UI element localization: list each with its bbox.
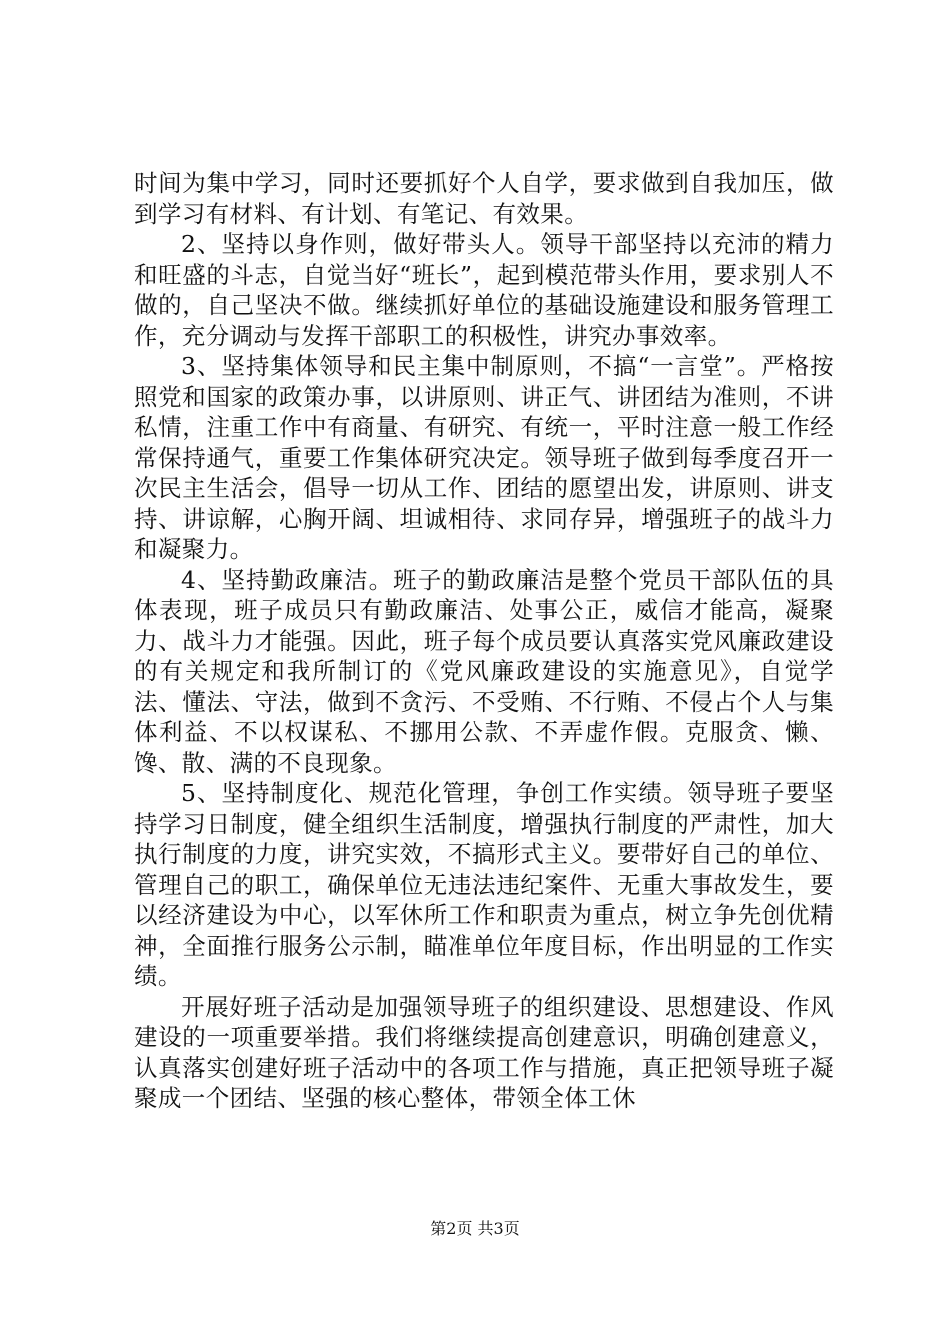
document-body: [134, 168, 834, 1114]
page-footer: [0, 1216, 950, 1239]
paragraph-item-2: 2、坚持以身作则，做好带头人。领导干部坚持以充沛的精力和旺盛的斗志，自觉当好“班长”，起到模范带头作用，要求别人不做的，自己坚决不做。继续抓好单位的基础设施建设和服务管理工作，充分调动与发挥干部职工的积极性，讲究办事效率。: [134, 230, 834, 350]
page-number: 第2页 共3页: [430, 1219, 520, 1238]
paragraph-item-3: 3、坚持集体领导和民主集中制原则，不搞“一言堂”。严格按照党和国家的政策办事，以讲原则、讲正气、讲团结为准则，不讲私情，注重工作中有商量、有研究、有统一，平时注意一般工作经常保持通气，重要工作集体研究决定。领导班子做到每季度召开一次民主生活会，倡导一切从工作、团结的愿望出发，讲原则、讲支持、讲谅解，心胸开阔、坦诚相待、求同存异，增强班子的战斗力和凝聚力。: [134, 352, 834, 563]
paragraph-item-5: 5、坚持制度化、规范化管理，争创工作实绩。领导班子要坚持学习日制度，健全组织生活制度，增强执行制度的严肃性，加大执行制度的力度，讲究实效，不搞形式主义。要带好自己的单位、管理自己的职工，确保单位无违法违纪案件、无重大事故发生，要以经济建设为中心，以军休所工作和职责为重点，树立争先创优精神，全面推行服务公示制，瞄准单位年度目标，作出明显的工作实绩。: [134, 779, 834, 990]
paragraph-conclusion: 开展好班子活动是加强领导班子的组织建设、思想建设、作风建设的一项重要举措。我们将继续提高创建意识，明确创建意义，认真落实创建好班子活动中的各项工作与措施，真正把领导班子凝聚成一个团结、坚强的核心整体，带领全体工休: [134, 992, 834, 1112]
paragraph-item-4: 4、坚持勤政廉洁。班子的勤政廉洁是整个党员干部队伍的具体表现，班子成员只有勤政廉洁、处事公正，威信才能高，凝聚力、战斗力才能强。因此，班子每个成员要认真落实党风廉政建设的有关规定和我所制订的《党风廉政建设的实施意见》，自觉学法、懂法、守法，做到不贪污、不受贿、不行贿、不侵占个人与集体利益、不以权谋私、不挪用公款、不弄虚作假。克服贪、懒、馋、散、满的不良现象。: [134, 565, 834, 777]
paragraph-intro-continuation: 时间为集中学习，同时还要抓好个人自学，要求做到自我加压，做到学习有材料、有计划、有笔记、有效果。: [134, 169, 834, 228]
